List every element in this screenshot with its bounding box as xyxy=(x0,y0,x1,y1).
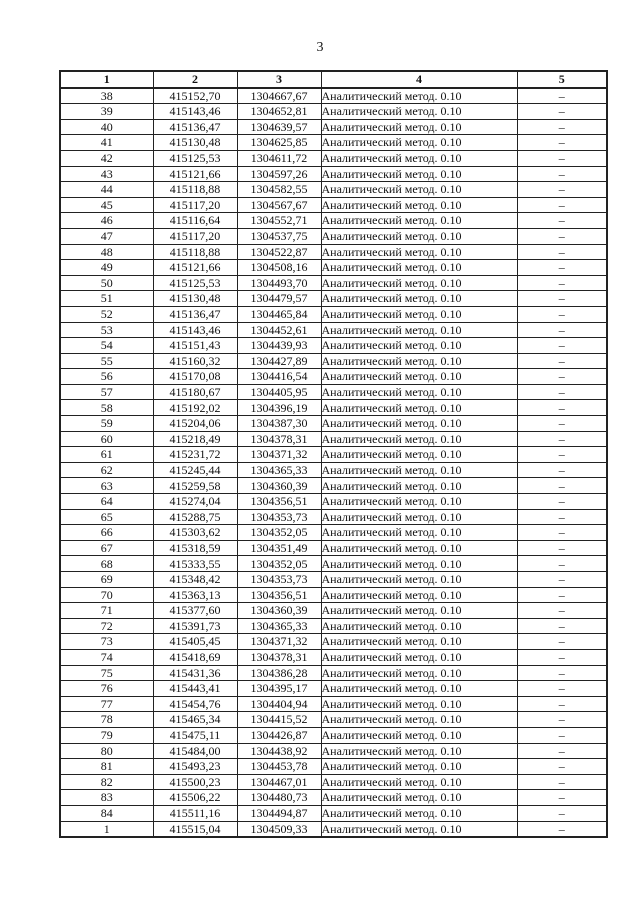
point-number-cell: 63 xyxy=(60,478,153,494)
x-coordinate-cell: 415118,88 xyxy=(153,244,237,260)
y-coordinate-cell: 1304453,78 xyxy=(237,759,321,775)
x-coordinate-cell: 415500,23 xyxy=(153,774,237,790)
point-number-cell: 41 xyxy=(60,135,153,151)
point-number-cell: 40 xyxy=(60,119,153,135)
precision-cell: – xyxy=(517,618,607,634)
y-coordinate-cell: 1304356,51 xyxy=(237,494,321,510)
table-row xyxy=(60,104,607,120)
method-cell: Аналитический метод. 0.10 xyxy=(321,790,517,806)
method-cell: Аналитический метод. 0.10 xyxy=(321,649,517,665)
y-coordinate-cell: 1304625,85 xyxy=(237,135,321,151)
x-coordinate-cell: 415170,08 xyxy=(153,369,237,385)
table-row xyxy=(60,603,607,619)
method-cell: Аналитический метод. 0.10 xyxy=(321,603,517,619)
table-row xyxy=(60,260,607,276)
precision-cell: – xyxy=(517,213,607,229)
method-cell: Аналитический метод. 0.10 xyxy=(321,525,517,541)
table-row xyxy=(60,291,607,307)
table-row xyxy=(60,338,607,354)
point-number-cell: 60 xyxy=(60,431,153,447)
table-row xyxy=(60,88,607,104)
point-number-cell: 77 xyxy=(60,696,153,712)
y-coordinate-cell: 1304611,72 xyxy=(237,150,321,166)
x-coordinate-cell: 415245,44 xyxy=(153,462,237,478)
x-coordinate-cell: 415515,04 xyxy=(153,821,237,837)
method-cell: Аналитический метод. 0.10 xyxy=(321,447,517,463)
method-cell: Аналитический метод. 0.10 xyxy=(321,618,517,634)
method-cell: Аналитический метод. 0.10 xyxy=(321,119,517,135)
precision-cell: – xyxy=(517,244,607,260)
method-cell: Аналитический метод. 0.10 xyxy=(321,712,517,728)
table-row xyxy=(60,634,607,650)
y-coordinate-cell: 1304467,01 xyxy=(237,774,321,790)
precision-cell: – xyxy=(517,790,607,806)
precision-cell: – xyxy=(517,260,607,276)
table-row xyxy=(60,556,607,572)
point-number-cell: 64 xyxy=(60,494,153,510)
header-cell-5: 5 xyxy=(517,71,607,88)
point-number-cell: 81 xyxy=(60,759,153,775)
table-row xyxy=(60,743,607,759)
y-coordinate-cell: 1304356,51 xyxy=(237,587,321,603)
table-row xyxy=(60,712,607,728)
y-coordinate-cell: 1304493,70 xyxy=(237,275,321,291)
table-row xyxy=(60,150,607,166)
table-row xyxy=(60,587,607,603)
x-coordinate-cell: 415443,41 xyxy=(153,681,237,697)
point-number-cell: 65 xyxy=(60,509,153,525)
y-coordinate-cell: 1304352,05 xyxy=(237,556,321,572)
method-cell: Аналитический метод. 0.10 xyxy=(321,727,517,743)
precision-cell: – xyxy=(517,681,607,697)
x-coordinate-cell: 415121,66 xyxy=(153,260,237,276)
x-coordinate-cell: 415116,64 xyxy=(153,213,237,229)
precision-cell: – xyxy=(517,416,607,432)
y-coordinate-cell: 1304365,33 xyxy=(237,462,321,478)
point-number-cell: 43 xyxy=(60,166,153,182)
point-number-cell: 66 xyxy=(60,525,153,541)
x-coordinate-cell: 415125,53 xyxy=(153,275,237,291)
precision-cell: – xyxy=(517,119,607,135)
y-coordinate-cell: 1304465,84 xyxy=(237,306,321,322)
point-number-cell: 46 xyxy=(60,213,153,229)
table-row xyxy=(60,759,607,775)
y-coordinate-cell: 1304522,87 xyxy=(237,244,321,260)
precision-cell: – xyxy=(517,509,607,525)
point-number-cell: 61 xyxy=(60,447,153,463)
x-coordinate-cell: 415475,11 xyxy=(153,727,237,743)
method-cell: Аналитический метод. 0.10 xyxy=(321,805,517,821)
point-number-cell: 72 xyxy=(60,618,153,634)
point-number-cell: 75 xyxy=(60,665,153,681)
x-coordinate-cell: 415348,42 xyxy=(153,572,237,588)
table-row xyxy=(60,790,607,806)
precision-cell: – xyxy=(517,88,607,104)
header-cell-2: 2 xyxy=(153,71,237,88)
x-coordinate-cell: 415391,73 xyxy=(153,618,237,634)
precision-cell: – xyxy=(517,665,607,681)
x-coordinate-cell: 415259,58 xyxy=(153,478,237,494)
precision-cell: – xyxy=(517,587,607,603)
method-cell: Аналитический метод. 0.10 xyxy=(321,431,517,447)
precision-cell: – xyxy=(517,556,607,572)
table-row xyxy=(60,540,607,556)
method-cell: Аналитический метод. 0.10 xyxy=(321,634,517,650)
precision-cell: – xyxy=(517,494,607,510)
x-coordinate-cell: 415506,22 xyxy=(153,790,237,806)
y-coordinate-cell: 1304582,55 xyxy=(237,182,321,198)
table-row xyxy=(60,696,607,712)
point-number-cell: 79 xyxy=(60,727,153,743)
x-coordinate-cell: 415180,67 xyxy=(153,384,237,400)
precision-cell: – xyxy=(517,431,607,447)
table-row xyxy=(60,416,607,432)
y-coordinate-cell: 1304652,81 xyxy=(237,104,321,120)
point-number-cell: 80 xyxy=(60,743,153,759)
method-cell: Аналитический метод. 0.10 xyxy=(321,759,517,775)
precision-cell: – xyxy=(517,384,607,400)
method-cell: Аналитический метод. 0.10 xyxy=(321,462,517,478)
header-cell-4: 4 xyxy=(321,71,517,88)
page-number: 3 xyxy=(316,40,324,55)
y-coordinate-cell: 1304639,57 xyxy=(237,119,321,135)
point-number-cell: 70 xyxy=(60,587,153,603)
precision-cell: – xyxy=(517,369,607,385)
point-number-cell: 83 xyxy=(60,790,153,806)
table-row xyxy=(60,228,607,244)
method-cell: Аналитический метод. 0.10 xyxy=(321,509,517,525)
precision-cell: – xyxy=(517,759,607,775)
precision-cell: – xyxy=(517,774,607,790)
method-cell: Аналитический метод. 0.10 xyxy=(321,182,517,198)
method-cell: Аналитический метод. 0.10 xyxy=(321,135,517,151)
table-row xyxy=(60,572,607,588)
x-coordinate-cell: 415136,47 xyxy=(153,119,237,135)
table-row xyxy=(60,681,607,697)
precision-cell: – xyxy=(517,306,607,322)
precision-cell: – xyxy=(517,821,607,837)
precision-cell: – xyxy=(517,228,607,244)
x-coordinate-cell: 415143,46 xyxy=(153,322,237,338)
table-row xyxy=(60,197,607,213)
y-coordinate-cell: 1304494,87 xyxy=(237,805,321,821)
table-row xyxy=(60,727,607,743)
y-coordinate-cell: 1304378,31 xyxy=(237,649,321,665)
method-cell: Аналитический метод. 0.10 xyxy=(321,400,517,416)
x-coordinate-cell: 415152,70 xyxy=(153,88,237,104)
x-coordinate-cell: 415130,48 xyxy=(153,291,237,307)
point-number-cell: 45 xyxy=(60,197,153,213)
y-coordinate-cell: 1304351,49 xyxy=(237,540,321,556)
point-number-cell: 69 xyxy=(60,572,153,588)
x-coordinate-cell: 415465,34 xyxy=(153,712,237,728)
method-cell: Аналитический метод. 0.10 xyxy=(321,540,517,556)
x-coordinate-cell: 415218,49 xyxy=(153,431,237,447)
y-coordinate-cell: 1304509,33 xyxy=(237,821,321,837)
y-coordinate-cell: 1304480,73 xyxy=(237,790,321,806)
point-number-cell: 57 xyxy=(60,384,153,400)
table-row xyxy=(60,821,607,837)
point-number-cell: 67 xyxy=(60,540,153,556)
table-row xyxy=(60,119,607,135)
point-number-cell: 52 xyxy=(60,306,153,322)
table-row xyxy=(60,509,607,525)
precision-cell: – xyxy=(517,322,607,338)
x-coordinate-cell: 415136,47 xyxy=(153,306,237,322)
method-cell: Аналитический метод. 0.10 xyxy=(321,696,517,712)
table-row xyxy=(60,431,607,447)
method-cell: Аналитический метод. 0.10 xyxy=(321,244,517,260)
table-row xyxy=(60,182,607,198)
y-coordinate-cell: 1304360,39 xyxy=(237,603,321,619)
y-coordinate-cell: 1304386,28 xyxy=(237,665,321,681)
y-coordinate-cell: 1304378,31 xyxy=(237,431,321,447)
point-number-cell: 38 xyxy=(60,88,153,104)
point-number-cell: 53 xyxy=(60,322,153,338)
point-number-cell: 49 xyxy=(60,260,153,276)
precision-cell: – xyxy=(517,197,607,213)
precision-cell: – xyxy=(517,603,607,619)
method-cell: Аналитический метод. 0.10 xyxy=(321,104,517,120)
table-row xyxy=(60,275,607,291)
point-number-cell: 62 xyxy=(60,462,153,478)
x-coordinate-cell: 415333,55 xyxy=(153,556,237,572)
precision-cell: – xyxy=(517,743,607,759)
precision-cell: – xyxy=(517,166,607,182)
method-cell: Аналитический метод. 0.10 xyxy=(321,353,517,369)
x-coordinate-cell: 415151,43 xyxy=(153,338,237,354)
table-row xyxy=(60,369,607,385)
x-coordinate-cell: 415117,20 xyxy=(153,197,237,213)
y-coordinate-cell: 1304371,32 xyxy=(237,447,321,463)
y-coordinate-cell: 1304404,94 xyxy=(237,696,321,712)
point-number-cell: 82 xyxy=(60,774,153,790)
x-coordinate-cell: 415117,20 xyxy=(153,228,237,244)
method-cell: Аналитический метод. 0.10 xyxy=(321,213,517,229)
point-number-cell: 68 xyxy=(60,556,153,572)
x-coordinate-cell: 415121,66 xyxy=(153,166,237,182)
point-number-cell: 74 xyxy=(60,649,153,665)
x-coordinate-cell: 415363,13 xyxy=(153,587,237,603)
coordinates-table xyxy=(59,70,608,838)
table-row xyxy=(60,244,607,260)
precision-cell: – xyxy=(517,805,607,821)
y-coordinate-cell: 1304416,54 xyxy=(237,369,321,385)
x-coordinate-cell: 415118,88 xyxy=(153,182,237,198)
method-cell: Аналитический метод. 0.10 xyxy=(321,150,517,166)
point-number-cell: 42 xyxy=(60,150,153,166)
point-number-cell: 39 xyxy=(60,104,153,120)
point-number-cell: 56 xyxy=(60,369,153,385)
precision-cell: – xyxy=(517,135,607,151)
y-coordinate-cell: 1304427,89 xyxy=(237,353,321,369)
y-coordinate-cell: 1304537,75 xyxy=(237,228,321,244)
method-cell: Аналитический метод. 0.10 xyxy=(321,197,517,213)
x-coordinate-cell: 415418,69 xyxy=(153,649,237,665)
method-cell: Аналитический метод. 0.10 xyxy=(321,291,517,307)
table-row xyxy=(60,525,607,541)
x-coordinate-cell: 415484,00 xyxy=(153,743,237,759)
x-coordinate-cell: 415454,76 xyxy=(153,696,237,712)
precision-cell: – xyxy=(517,634,607,650)
y-coordinate-cell: 1304439,93 xyxy=(237,338,321,354)
y-coordinate-cell: 1304415,52 xyxy=(237,712,321,728)
precision-cell: – xyxy=(517,696,607,712)
y-coordinate-cell: 1304352,05 xyxy=(237,525,321,541)
table-row xyxy=(60,400,607,416)
table-row xyxy=(60,665,607,681)
x-coordinate-cell: 415493,23 xyxy=(153,759,237,775)
method-cell: Аналитический метод. 0.10 xyxy=(321,416,517,432)
point-number-cell: 48 xyxy=(60,244,153,260)
table-row xyxy=(60,649,607,665)
precision-cell: – xyxy=(517,291,607,307)
point-number-cell: 73 xyxy=(60,634,153,650)
x-coordinate-cell: 415160,32 xyxy=(153,353,237,369)
table-row xyxy=(60,494,607,510)
precision-cell: – xyxy=(517,540,607,556)
point-number-cell: 1 xyxy=(60,821,153,837)
table-row xyxy=(60,618,607,634)
table-row xyxy=(60,384,607,400)
x-coordinate-cell: 415405,45 xyxy=(153,634,237,650)
precision-cell: – xyxy=(517,104,607,120)
x-coordinate-cell: 415377,60 xyxy=(153,603,237,619)
precision-cell: – xyxy=(517,525,607,541)
precision-cell: – xyxy=(517,447,607,463)
table-row xyxy=(60,774,607,790)
method-cell: Аналитический метод. 0.10 xyxy=(321,306,517,322)
table-row xyxy=(60,353,607,369)
precision-cell: – xyxy=(517,400,607,416)
y-coordinate-cell: 1304667,67 xyxy=(237,88,321,104)
table-row xyxy=(60,462,607,478)
x-coordinate-cell: 415130,48 xyxy=(153,135,237,151)
precision-cell: – xyxy=(517,478,607,494)
method-cell: Аналитический метод. 0.10 xyxy=(321,556,517,572)
table-row xyxy=(60,805,607,821)
table-row xyxy=(60,447,607,463)
x-coordinate-cell: 415288,75 xyxy=(153,509,237,525)
method-cell: Аналитический метод. 0.10 xyxy=(321,665,517,681)
precision-cell: – xyxy=(517,353,607,369)
point-number-cell: 71 xyxy=(60,603,153,619)
header-cell-1: 1 xyxy=(60,71,153,88)
x-coordinate-cell: 415231,72 xyxy=(153,447,237,463)
method-cell: Аналитический метод. 0.10 xyxy=(321,275,517,291)
y-coordinate-cell: 1304395,17 xyxy=(237,681,321,697)
method-cell: Аналитический метод. 0.10 xyxy=(321,587,517,603)
table-header xyxy=(60,71,607,88)
method-cell: Аналитический метод. 0.10 xyxy=(321,384,517,400)
y-coordinate-cell: 1304438,92 xyxy=(237,743,321,759)
precision-cell: – xyxy=(517,182,607,198)
point-number-cell: 44 xyxy=(60,182,153,198)
table-row xyxy=(60,478,607,494)
y-coordinate-cell: 1304552,71 xyxy=(237,213,321,229)
method-cell: Аналитический метод. 0.10 xyxy=(321,774,517,790)
method-cell: Аналитический метод. 0.10 xyxy=(321,228,517,244)
x-coordinate-cell: 415318,59 xyxy=(153,540,237,556)
point-number-cell: 55 xyxy=(60,353,153,369)
y-coordinate-cell: 1304387,30 xyxy=(237,416,321,432)
table-row xyxy=(60,322,607,338)
table-row xyxy=(60,213,607,229)
method-cell: Аналитический метод. 0.10 xyxy=(321,338,517,354)
method-cell: Аналитический метод. 0.10 xyxy=(321,478,517,494)
precision-cell: – xyxy=(517,572,607,588)
method-cell: Аналитический метод. 0.10 xyxy=(321,494,517,510)
precision-cell: – xyxy=(517,275,607,291)
y-coordinate-cell: 1304371,32 xyxy=(237,634,321,650)
method-cell: Аналитический метод. 0.10 xyxy=(321,681,517,697)
precision-cell: – xyxy=(517,712,607,728)
y-coordinate-cell: 1304396,19 xyxy=(237,400,321,416)
point-number-cell: 47 xyxy=(60,228,153,244)
point-number-cell: 58 xyxy=(60,400,153,416)
y-coordinate-cell: 1304360,39 xyxy=(237,478,321,494)
x-coordinate-cell: 415303,62 xyxy=(153,525,237,541)
x-coordinate-cell: 415143,46 xyxy=(153,104,237,120)
header-cell-3: 3 xyxy=(237,71,321,88)
x-coordinate-cell: 415431,36 xyxy=(153,665,237,681)
point-number-cell: 76 xyxy=(60,681,153,697)
method-cell: Аналитический метод. 0.10 xyxy=(321,369,517,385)
method-cell: Аналитический метод. 0.10 xyxy=(321,322,517,338)
method-cell: Аналитический метод. 0.10 xyxy=(321,88,517,104)
point-number-cell: 50 xyxy=(60,275,153,291)
y-coordinate-cell: 1304353,73 xyxy=(237,509,321,525)
x-coordinate-cell: 415511,16 xyxy=(153,805,237,821)
method-cell: Аналитический метод. 0.10 xyxy=(321,572,517,588)
point-number-cell: 51 xyxy=(60,291,153,307)
y-coordinate-cell: 1304508,16 xyxy=(237,260,321,276)
method-cell: Аналитический метод. 0.10 xyxy=(321,260,517,276)
y-coordinate-cell: 1304353,73 xyxy=(237,572,321,588)
table-body xyxy=(60,88,607,838)
precision-cell: – xyxy=(517,727,607,743)
table-row xyxy=(60,306,607,322)
x-coordinate-cell: 415204,06 xyxy=(153,416,237,432)
x-coordinate-cell: 415192,02 xyxy=(153,400,237,416)
y-coordinate-cell: 1304426,87 xyxy=(237,727,321,743)
table-row xyxy=(60,166,607,182)
method-cell: Аналитический метод. 0.10 xyxy=(321,821,517,837)
y-coordinate-cell: 1304405,95 xyxy=(237,384,321,400)
precision-cell: – xyxy=(517,338,607,354)
precision-cell: – xyxy=(517,649,607,665)
y-coordinate-cell: 1304597,26 xyxy=(237,166,321,182)
point-number-cell: 84 xyxy=(60,805,153,821)
method-cell: Аналитический метод. 0.10 xyxy=(321,743,517,759)
y-coordinate-cell: 1304479,57 xyxy=(237,291,321,307)
header-row xyxy=(60,71,607,88)
precision-cell: – xyxy=(517,462,607,478)
precision-cell: – xyxy=(517,150,607,166)
method-cell: Аналитический метод. 0.10 xyxy=(321,166,517,182)
y-coordinate-cell: 1304365,33 xyxy=(237,618,321,634)
point-number-cell: 54 xyxy=(60,338,153,354)
point-number-cell: 59 xyxy=(60,416,153,432)
y-coordinate-cell: 1304567,67 xyxy=(237,197,321,213)
y-coordinate-cell: 1304452,61 xyxy=(237,322,321,338)
point-number-cell: 78 xyxy=(60,712,153,728)
x-coordinate-cell: 415274,04 xyxy=(153,494,237,510)
table-row xyxy=(60,135,607,151)
x-coordinate-cell: 415125,53 xyxy=(153,150,237,166)
